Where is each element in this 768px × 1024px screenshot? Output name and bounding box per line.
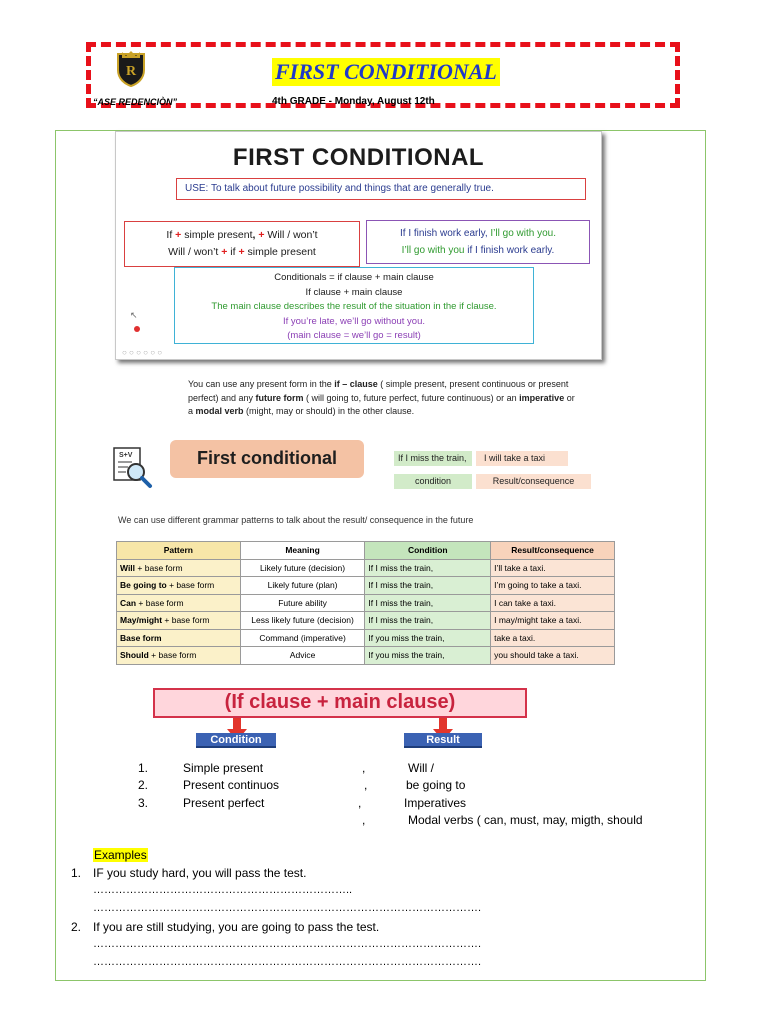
list-item-right: Imperatives xyxy=(404,796,467,810)
answer-line[interactable]: ……………………………………………………………………………………………. xyxy=(93,956,482,968)
condition-cell: If you miss the train, xyxy=(365,647,491,665)
condition-tag: Condition xyxy=(196,733,276,748)
header-meaning: Meaning xyxy=(240,542,365,560)
meaning-cell: Advice xyxy=(240,647,365,665)
grade-date: 4th GRADE - Monday, August 12th xyxy=(272,96,435,107)
answer-line[interactable]: ……………………………………………………………………………………………. xyxy=(93,902,482,914)
table-row xyxy=(117,629,615,647)
magnifier-document-icon xyxy=(110,446,154,488)
list-number: 1. xyxy=(138,761,149,775)
rule-box xyxy=(124,221,360,267)
list-item-left: Present perfect xyxy=(183,796,265,810)
example-line-2: I’ll go with you if I finish work early. xyxy=(401,245,555,256)
list-item-right: Modal verbs ( can, must, may, migth, should xyxy=(408,813,643,827)
banner-label-result: Result/consequence xyxy=(476,474,591,489)
result-tag: Result xyxy=(404,733,482,748)
cond-line-5: (main clause = we’ll go = result) xyxy=(287,330,421,341)
pattern-cell: Be going to + base form xyxy=(117,577,241,595)
example-box xyxy=(366,220,590,264)
first-conditional-banner: First conditional xyxy=(170,440,364,478)
meaning-cell: Command (imperative) xyxy=(240,629,365,647)
table-intro: We can use different grammar patterns to talk about the result/ consequence in the future xyxy=(118,515,474,525)
list-number: 3. xyxy=(138,796,149,810)
rule-line-2: Will / won’t + if + simple present xyxy=(168,246,316,258)
slide-image xyxy=(115,131,602,360)
svg-text:S+V: S+V xyxy=(119,452,133,459)
answer-line[interactable]: …………………………………………………………….. xyxy=(93,884,353,896)
banner-label-condition: condition xyxy=(394,474,472,489)
pattern-cell: May/might + base form xyxy=(117,612,241,630)
list-item-comma: , xyxy=(364,778,368,792)
condition-cell: If I miss the train, xyxy=(365,612,491,630)
list-item-comma: , xyxy=(362,813,366,827)
example-number: 1. xyxy=(71,866,82,880)
rule-line-1: If + simple present, + Will / won’t xyxy=(166,229,318,241)
explanation-paragraph: You can use any present form in the if – clause ( simple present, present continuous or present perfect) and any future form ( will going to, future perfect, future continuous) or an imperative or a modal verb (might, may or should) in the other clause. xyxy=(188,379,575,416)
table-row xyxy=(117,647,615,665)
header-pattern: Pattern xyxy=(117,542,241,560)
cond-line-4: If you’re late, we’ll go without you. xyxy=(282,315,426,327)
list-item-left: Simple present xyxy=(183,761,264,775)
example-sentence: IF you study hard, you will pass the test. xyxy=(93,866,307,880)
cond-line-3: The main clause describes the result of the situation in the if clause. xyxy=(211,301,497,312)
table-row xyxy=(117,577,615,595)
table-header-row xyxy=(117,542,615,560)
examples-label: Examples xyxy=(94,848,147,862)
meaning-cell: Likely future (decision) xyxy=(240,559,365,577)
school-name: “ASE REDENCIÒN” xyxy=(93,97,178,107)
clause-formula-bar: (If clause + main clause) xyxy=(153,688,527,718)
example-sentence: If you are still studying, you are going to pass the test. xyxy=(93,920,380,934)
header-result: Result/consequence xyxy=(491,542,615,560)
header-condition: Condition xyxy=(365,542,491,560)
result-cell: I may/might take a taxi. xyxy=(491,612,615,630)
list-item-right: be going to xyxy=(406,778,466,792)
banner-example-result: I will take a taxi xyxy=(476,451,568,466)
condition-cell: If you miss the train, xyxy=(365,629,491,647)
meaning-cell: Less likely future (decision) xyxy=(240,612,365,630)
table-row xyxy=(117,612,615,630)
result-cell: I can take a taxi. xyxy=(491,594,615,612)
list-item-left: Present continuos xyxy=(183,778,280,792)
patterns-table xyxy=(116,541,615,665)
result-cell: I’m going to take a taxi. xyxy=(491,577,615,595)
list-item-right: Will / xyxy=(408,761,434,775)
use-box: USE: To talk about future possibility and things that are generally true. xyxy=(176,178,586,200)
slide-controls-icon: ○ ○ ○ ○ ○ ○ xyxy=(122,348,163,357)
example-number: 2. xyxy=(71,920,82,934)
pointer-dot-icon xyxy=(134,326,140,332)
list-item-comma: , xyxy=(362,761,366,775)
example-line-1: If I finish work early, I’ll go with you. xyxy=(400,228,556,239)
slide-title: FIRST CONDITIONAL xyxy=(232,144,485,171)
school-shield-icon xyxy=(112,50,150,88)
table-row xyxy=(117,594,615,612)
pattern-cell: Should + base form xyxy=(117,647,241,665)
meaning-cell: Likely future (plan) xyxy=(240,577,365,595)
answer-line[interactable]: ……………………………………………………………………………………………. xyxy=(93,938,482,950)
result-cell: take a taxi. xyxy=(491,629,615,647)
pattern-cell: Will + base form xyxy=(117,559,241,577)
pattern-cell: Base form xyxy=(117,629,241,647)
banner-example-if: If I miss the train, xyxy=(394,451,472,466)
condition-cell: If I miss the train, xyxy=(365,577,491,595)
condition-cell: If I miss the train, xyxy=(365,594,491,612)
list-number: 2. xyxy=(138,778,149,792)
result-cell: you should take a taxi. xyxy=(491,647,615,665)
list-item-comma: , xyxy=(358,796,362,810)
cursor-icon: ↖ xyxy=(130,310,138,320)
document-title: FIRST CONDITIONAL xyxy=(272,58,500,86)
cond-line-1: Conditionals = if clause + main clause xyxy=(274,272,434,283)
cond-line-2: If clause + main clause xyxy=(305,286,403,298)
meaning-cell: Future ability xyxy=(240,594,365,612)
logo-letter: R xyxy=(125,64,137,79)
result-cell: I’ll take a taxi. xyxy=(491,559,615,577)
table-row xyxy=(117,559,615,577)
conditional-box xyxy=(174,267,534,344)
condition-cell: If I miss the train, xyxy=(365,559,491,577)
pattern-cell: Can + base form xyxy=(117,594,241,612)
